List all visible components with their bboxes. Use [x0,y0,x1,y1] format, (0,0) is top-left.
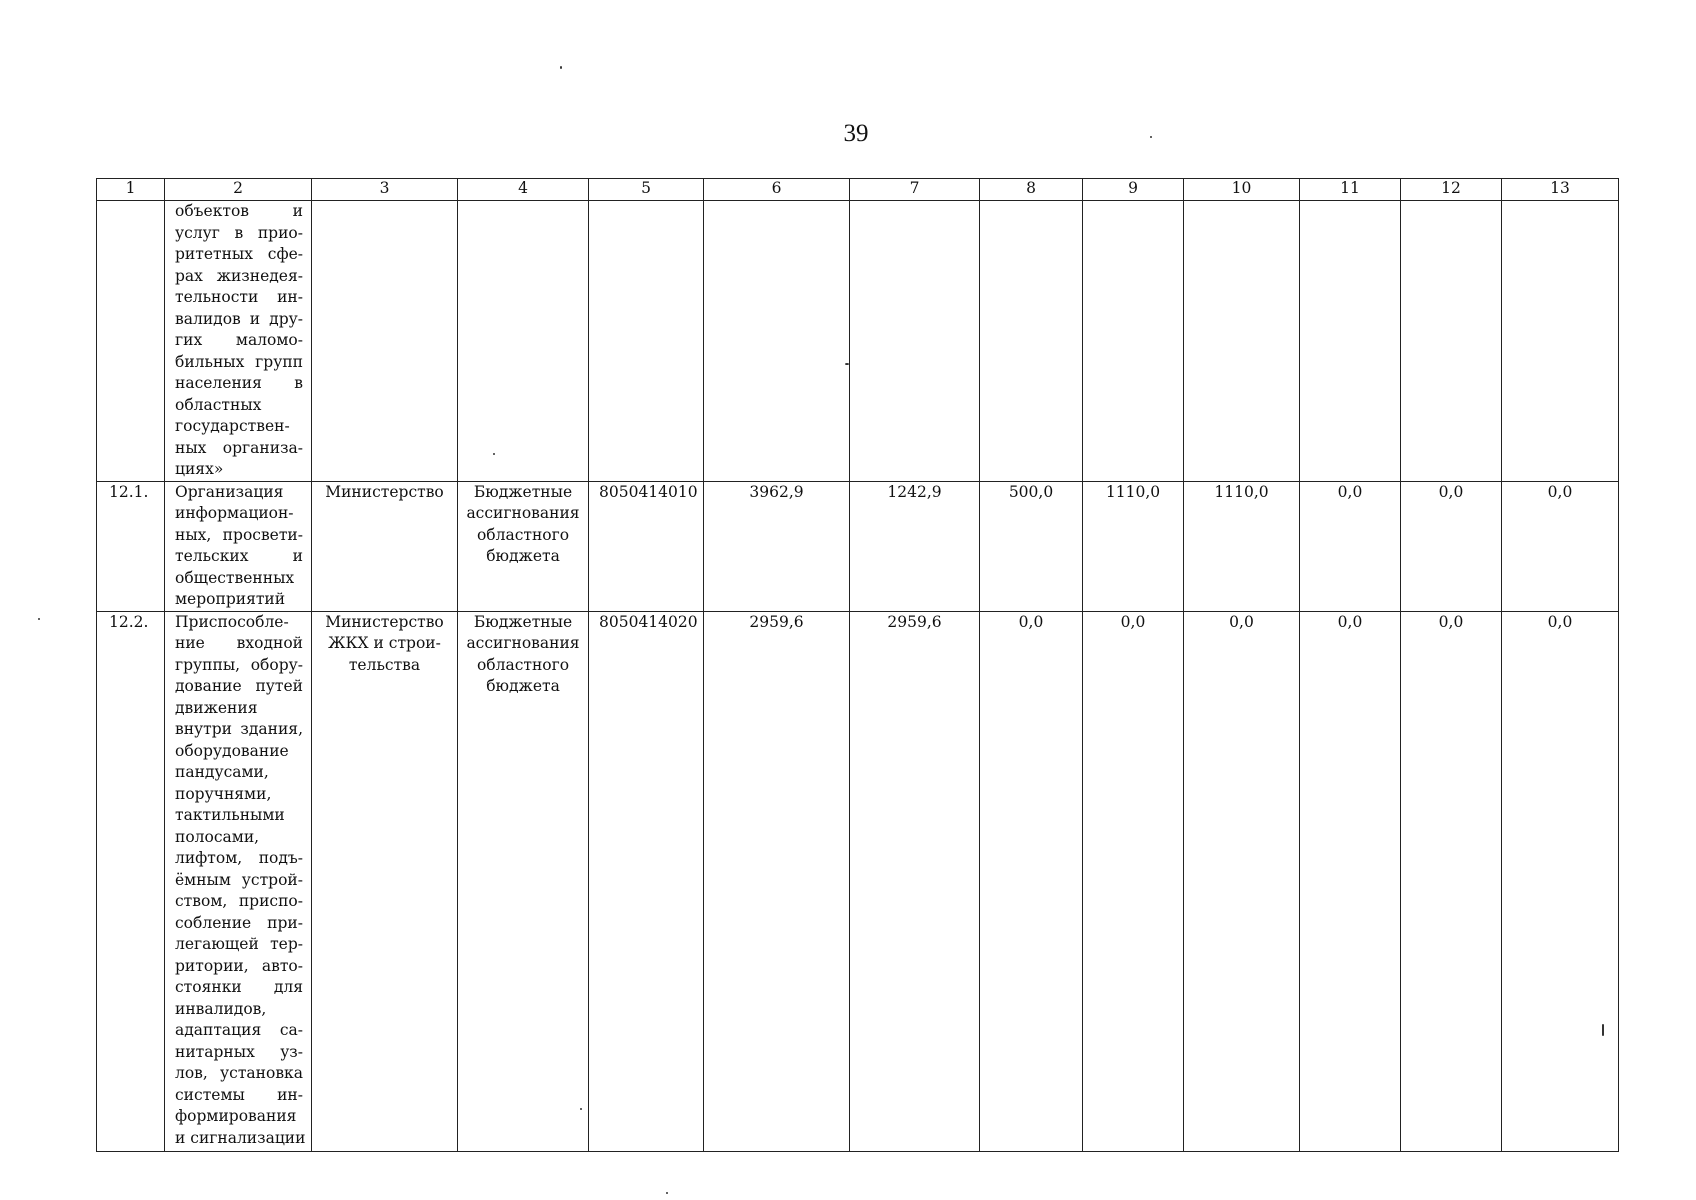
text-line: циях» [175,460,224,478]
cell-executor [312,481,458,611]
cell-budget-code: 8050414010 [589,481,704,611]
column-number: 13 [1502,179,1619,201]
text-line: ассигнования [466,634,580,652]
text-line: Приспособле- [175,612,289,631]
text-line: инвалидов, [175,999,267,1018]
text-line: тельства [348,655,421,674]
column-number: 11 [1300,179,1401,201]
text-line: Организация [175,482,284,501]
column-number: 9 [1083,179,1184,201]
text-line: адаптация са- [175,1021,303,1039]
text-line: формирования [175,1107,297,1125]
text-line: тельских и [175,547,303,565]
text-line: информацион- [175,504,294,522]
text-line: ритетных сфе- [175,245,303,263]
column-number: 1 [97,179,165,201]
text-line: ние входной [175,634,303,652]
text-line: ассигнования [466,504,580,522]
scan-speck [1150,136,1152,138]
cell-amount: 0,0 [980,611,1083,1151]
text-line: тельности ин- [175,288,303,306]
cell-amount: 0,0 [1300,611,1401,1151]
scan-speck [666,1192,668,1194]
cell-description [165,201,312,482]
text-line: бюджета [486,547,560,565]
text-line: пандусами, [175,763,269,781]
text-line: собление при- [175,913,303,932]
text-line: оборудование [175,741,289,760]
cell-amount: 1242,9 [850,481,980,611]
text-line: лифтом, подъ- [175,849,303,867]
text-line: гих маломо- [175,331,303,349]
text-line: движения [175,698,258,717]
column-number: 10 [1184,179,1300,201]
scan-speck [1602,1024,1604,1036]
cell-funding-source [458,611,589,1151]
text-line: внутри здания, [175,720,303,738]
text-line: тактильными [175,806,285,824]
table-row [97,201,1619,482]
table-row [97,481,1619,611]
cell-amount: 0,0 [1502,481,1619,611]
budget-table [96,178,1619,1152]
text-line: рах жизнедея- [175,266,303,285]
text-line: группы, обору- [175,655,303,674]
cell-amount: 2959,6 [850,611,980,1151]
cell-amount: 2959,6 [704,611,850,1151]
text-line: Министерство [325,482,444,501]
text-line: и сигнализации [175,1128,306,1147]
cell-amount: 3962,9 [704,481,850,611]
cell-amount: 0,0 [1300,481,1401,611]
text-line: общественных [175,568,295,587]
column-number: 5 [589,179,704,201]
text-line: бюджета [486,677,560,695]
text-line: областного [476,655,570,674]
text-line: бильных групп [175,352,303,371]
scan-speck [38,618,40,620]
text-line: ством, приспо- [175,892,303,910]
cell-amount: 1110,0 [1083,481,1184,611]
cell-amount: 0,0 [1401,611,1502,1151]
column-number: 7 [850,179,980,201]
scan-speck [845,363,849,365]
text-line: лов, установка [175,1064,303,1082]
text-line: населения в [175,374,303,392]
text-line: услуг в прио- [175,223,303,242]
cell-funding-source [458,481,589,611]
column-number: 3 [312,179,458,201]
cell-budget-code: 8050414020 [589,611,704,1151]
table-row [97,611,1619,1151]
column-number: 2 [165,179,312,201]
text-line: Бюджетные [473,482,573,501]
text-line: поручнями, [175,784,272,803]
cell-amount: 0,0 [1184,611,1300,1151]
cell-amount: 1110,0 [1184,481,1300,611]
column-number: 6 [704,179,850,201]
column-number: 8 [980,179,1083,201]
text-line: мероприятий [175,590,286,608]
column-number: 4 [458,179,589,201]
text-line: валидов и дру- [175,309,303,328]
text-line: ных, просвети- [175,525,303,544]
text-line: стоянки для [175,978,303,996]
column-number: 12 [1401,179,1502,201]
cell-amount: 0,0 [1502,611,1619,1151]
cell-description [165,611,312,1151]
column-number-row [97,179,1619,201]
text-line: государствен- [175,417,290,435]
cell-num: 12.2. [97,611,165,1151]
cell-description [165,481,312,611]
text-line: Министерство [325,612,444,631]
text-line: ёмным устрой- [175,870,303,889]
text-line: легающей тер- [175,935,303,953]
cell-amount: 0,0 [1083,611,1184,1151]
scan-speck [580,1108,582,1110]
text-line: дование путей [175,677,303,695]
cell-num [97,201,165,482]
text-line: областных [175,395,262,414]
cell-num: 12.1. [97,481,165,611]
text-line: полосами, [175,827,260,846]
text-line: нитарных уз- [175,1042,303,1061]
cell-executor [312,611,458,1151]
cell-amount: 0,0 [1401,481,1502,611]
text-line: Бюджетные [473,612,573,631]
text-line: объектов и [175,202,303,220]
text-line: ЖКХ и строи- [328,634,441,652]
scan-speck [493,453,495,455]
scan-speck [560,66,562,69]
text-line: областного [476,525,570,544]
text-line: ритории, авто- [175,956,303,975]
text-line: ных организа- [175,438,303,457]
cell-amount: 500,0 [980,481,1083,611]
text-line: системы ин- [175,1085,303,1104]
page-number: 39 [843,120,869,147]
